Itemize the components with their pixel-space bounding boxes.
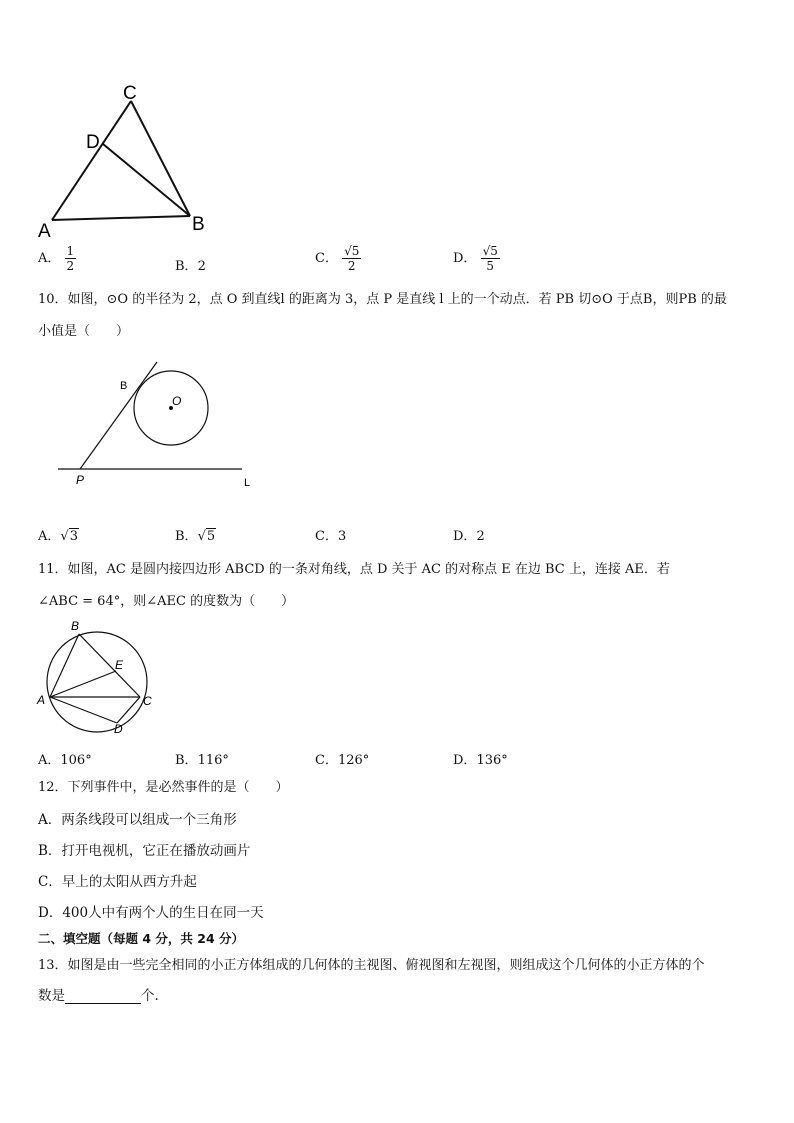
q10-option-b-letter: B． [175, 529, 198, 544]
q9-option-b-letter: B． [175, 259, 198, 274]
label-D: D [114, 722, 123, 736]
q11-option-c [315, 749, 369, 768]
label-B: B [71, 619, 80, 633]
section-heading: 二、填空题（每题 4 分，共 24 分） [38, 931, 245, 946]
label-C: C [123, 83, 137, 104]
answer-blank [65, 989, 141, 1004]
denominator: 5 [486, 259, 495, 273]
q11-stem-line1: 11．如图，AC 是圆内接四边形 ABCD 的一条对角线，点 D 关于 AC 的对称点 E 在边 BC 上，连接 AE．若 [38, 562, 670, 577]
q10-option-c-text: 3 [337, 529, 347, 544]
q10-option-a [38, 525, 79, 544]
radicand: 5 [206, 529, 216, 544]
q10-option-d [453, 525, 485, 544]
q11-option-c-text: 126° [337, 753, 370, 768]
q11-option-a-letter: A． [38, 753, 61, 768]
q11-option-b [175, 749, 229, 768]
label-O: O [172, 394, 182, 408]
numerator: √5 [344, 244, 360, 258]
fraction [342, 244, 361, 273]
label-L: L [244, 477, 251, 489]
inscribed-quadrilateral-figure [30, 615, 170, 740]
q10-option-c-letter: C． [315, 529, 338, 544]
circle-tangent-figure [50, 355, 270, 495]
q11-stem-line2: ∠ABC = 64°，则∠AEC 的度数为（ ） [38, 594, 295, 609]
numerator: 1 [66, 244, 75, 258]
label-A: A [38, 221, 51, 242]
triangle-figure [30, 80, 230, 245]
q10-option-d-letter: D． [453, 529, 477, 544]
q10-option-a-letter: A． [38, 529, 61, 544]
denominator: 2 [347, 259, 356, 273]
q13-line2-before: 数是 [38, 988, 65, 1004]
fraction [481, 244, 500, 273]
q10-option-b [175, 525, 216, 544]
q12-stem: 12．下列事件中，是必然事件的是（ ） [38, 780, 289, 795]
sqrt: √3 [60, 529, 78, 544]
numerator: √5 [482, 244, 498, 258]
label-C: C [143, 694, 152, 708]
label-A: A [37, 693, 46, 707]
q11-option-d-letter: D． [453, 753, 477, 768]
q11-option-d-text: 136° [476, 753, 508, 768]
q11-option-a-text: 106° [60, 753, 92, 768]
label-P: P [76, 473, 85, 487]
q12-option-d: D．400人中有两个人的生日在同一天 [38, 905, 264, 921]
q12-option-b: B．打开电视机，它正在播放动画片 [38, 843, 251, 859]
q12-option-a: A．两条线段可以组成一个三角形 [38, 812, 237, 828]
q9-option-c [315, 244, 361, 273]
q13-line2-after: 个. [141, 988, 159, 1004]
q9-option-c-letter: C． [315, 251, 338, 266]
q10-option-c [315, 525, 346, 544]
radicand: 3 [69, 529, 78, 544]
q9-option-a [38, 244, 76, 273]
q9-option-a-letter: A． [38, 251, 61, 266]
q10-stem-line1: 10．如图，⊙O 的半径为 2，点 O 到直线l 的距离为 3，点 P 是直线 l 上的一个动点．若 PB 切⊙O 于点B，则PB 的最 [38, 292, 727, 307]
q11-option-b-letter: B． [175, 753, 198, 768]
label-E: E [115, 658, 124, 672]
q10-stem-line2: 小值是（ ） [38, 324, 130, 339]
q12-option-c: C．早上的太阳从西方升起 [38, 874, 197, 890]
q13-stem-line1: 13．如图是由一些完全相同的小正方体组成的几何体的主视图、俯视图和左视图，则组成这个几何体的小正方体的个 [38, 958, 705, 973]
q11-option-a [38, 749, 92, 768]
label-B: B [120, 380, 128, 392]
q13-stem-line2 [38, 988, 159, 1004]
q11-option-b-text: 116° [197, 753, 229, 768]
q9-option-b [175, 255, 206, 274]
sqrt: √5 [197, 529, 216, 544]
label-D: D [86, 132, 100, 153]
q9-option-d-letter: D． [453, 251, 477, 266]
q9-option-d [453, 244, 500, 273]
q11-option-c-letter: C． [315, 753, 338, 768]
q11-option-d [453, 749, 508, 768]
q9-option-b-text: 2 [197, 259, 206, 274]
q10-option-d-text: 2 [476, 529, 485, 544]
label-B: B [192, 214, 205, 235]
denominator: 2 [66, 259, 75, 273]
fraction [65, 244, 77, 273]
